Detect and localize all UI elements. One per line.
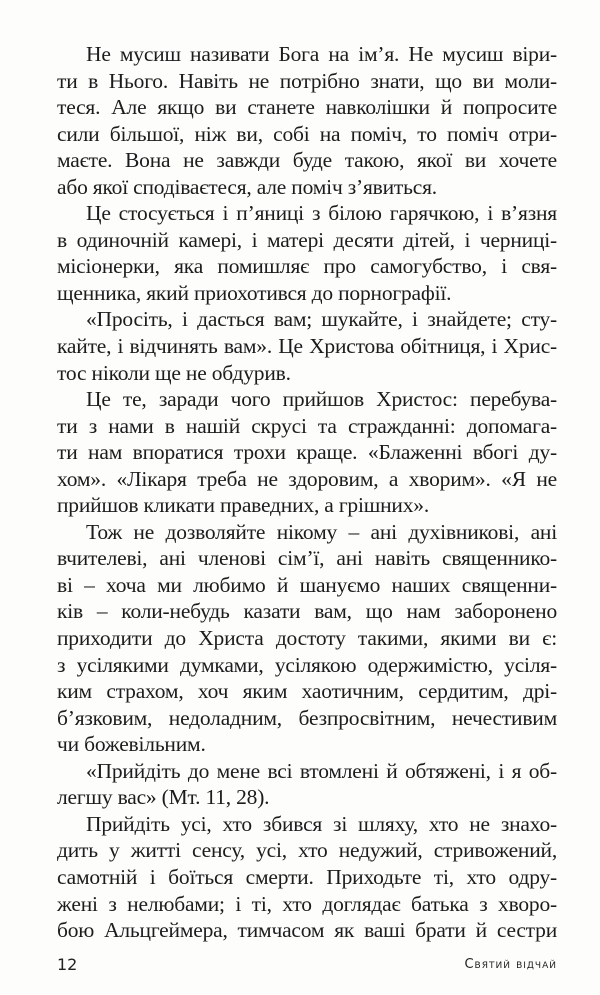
- paragraph: [57, 200, 557, 306]
- paragraph: [57, 386, 557, 519]
- text-line: Це те, заради чого прийшов Христос: перебува-: [86, 387, 557, 412]
- text-line: тос ніколи ще не обдурив.: [57, 360, 291, 385]
- text-line: ким страхом, хоч яким хаотичним, сердитим, дрі-: [57, 679, 557, 704]
- text-line: місіонерки, яка помишляє про самогубство, і свя-: [57, 254, 557, 279]
- text-line: чи божевільним.: [57, 732, 206, 757]
- text-line: або якої сподіваєтеся, але поміч з’явиться.: [57, 174, 437, 199]
- text-line: самотній і боїться смерти. Приходьте ті, хто одру-: [57, 864, 557, 889]
- text-line: Не мусиш називати Бога на ім’я. Не мусиш віри-: [86, 42, 557, 66]
- text-line: «Прийдіть до мене всі втомлені й обтяжені, і я об-: [86, 758, 557, 783]
- text-line: вчителеві, ані членові сім’ї, ані навіть священнико-: [57, 546, 557, 571]
- text-line: б’язковим, недоладним, безпросвітним, нечестивим: [57, 705, 557, 730]
- text-line: Це стосується і п’яниці з білою гарячкою, і в’язня: [86, 201, 557, 226]
- text-line: маєте. Вона не завжди буде такою, якої ви хочете: [57, 148, 557, 173]
- text-line: теся. Але якщо ви станете навколішки й попросите: [57, 95, 557, 120]
- paragraph: [57, 519, 557, 758]
- text-line: в одиночній камері, і матері десяти дітей, і черниці-: [57, 227, 557, 252]
- text-line: ти з нами в нашій скрусі та стражданні: допомага-: [57, 413, 557, 438]
- text-line: ві – хоча ми любимо й шануємо наших священни-: [57, 572, 557, 597]
- paragraph: [57, 41, 557, 200]
- text-line: щенника, який приохотився до порнографії.: [57, 280, 452, 305]
- body-text: [57, 41, 557, 944]
- paragraph-quote: [57, 758, 557, 811]
- text-line: Прийдіть усі, хто збився зі шляху, хто не знахо-: [86, 811, 557, 836]
- text-line: хом». «Лікаря треба не здоровим, а хворим». «Я не: [57, 466, 557, 491]
- text-line: дить у житті сенсу, усі, хто недужий, стривожений,: [57, 838, 557, 863]
- text-line: жені з нелюбами; і ті, хто доглядає батька з хворо-: [57, 891, 557, 916]
- paragraph-quote: [57, 306, 557, 386]
- text-line: ти в Нього. Навіть не потрібно знати, що ви моли-: [57, 68, 557, 93]
- text-line: «Просіть, і дасться вам; шукайте, і знайдете; сту-: [86, 307, 557, 332]
- text-line: кайте, і відчинять вам». Це Христова обітниця, і Хрис-: [57, 334, 557, 359]
- text-line: прийшов кликати праведних, а грішних».: [57, 493, 429, 518]
- text-line: сили більшої, ніж ви, собі на поміч, то поміч отри-: [57, 121, 557, 146]
- text-line: легшу вас» (Мт. 11, 28).: [57, 785, 270, 810]
- text-line: Тож не дозволяйте нікому – ані духівникові, ані: [86, 519, 557, 544]
- paragraph: [57, 811, 557, 944]
- text-line: ків – коли-небудь казати вам, що нам заборонено: [57, 599, 557, 624]
- running-title: Святий відчай: [464, 957, 557, 972]
- page-number: 12: [57, 955, 78, 974]
- text-line: приходити до Христа достоту такими, якими ви є:: [57, 626, 557, 651]
- text-line: ти нам впоратися трохи краще. «Блаженні вбогі ду-: [57, 440, 557, 465]
- text-line: з усілякими думками, усілякою одержимістю, усіля-: [57, 652, 557, 677]
- page-footer: [57, 955, 557, 979]
- text-line: бою Альцгеймера, тимчасом як ваші брати й сестри: [57, 918, 557, 943]
